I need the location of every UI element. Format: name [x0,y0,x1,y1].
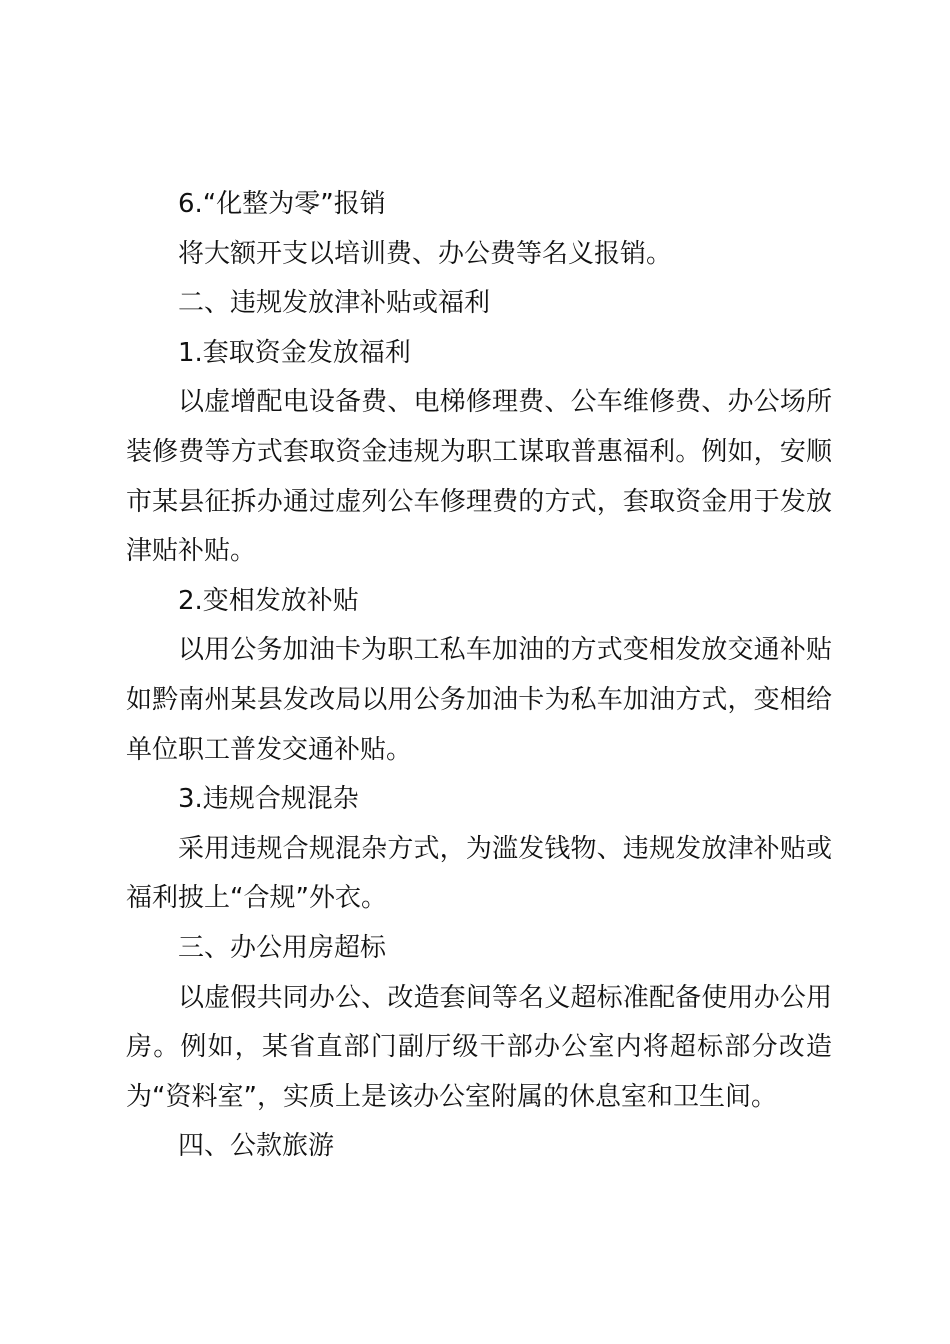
section-heading-4: 四、公款旅游 [178,1131,335,1162]
paragraph-body: 以虚增配电设备费、电梯修理费、公车维修费、办公场所装修费等方式套取资金违规为职工谋取普惠福利。例如，安顺市某县征拆办通过虚列公车修理费的方式，套取资金用于发放津贴补贴。 [126,387,832,567]
subheading-3: 3.违规合规混杂 [178,784,359,815]
paragraph-body: 将大额开支以培训费、办公费等名义报销。 [178,238,673,269]
subheading-1: 1.套取资金发放福利 [178,337,411,368]
paragraph-body: 以虚假共同办公、改造套间等名义超标准配备使用办公用房。例如，某省直部门副厅级干部办公室内将超标部分改造为“资料室”，实质上是该办公室附属的休息室和卫生间。 [126,982,832,1112]
section-heading-3: 三、办公用房超标 [178,932,387,963]
section-heading-2: 二、违规发放津补贴或福利 [178,288,491,319]
subheading-6: 6.“化整为零”报销 [178,189,386,219]
paragraph-body: 以用公务加油卡为职工私车加油的方式变相发放交通补贴如黔南州某县发改局以用公务加油卡为私车加油方式，变相给单位职工普发交通补贴。 [126,635,832,765]
paragraph-body: 采用违规合规混杂方式，为滥发钱物、违规发放津补贴或福利披上“合规”外衣。 [126,833,832,914]
subheading-2: 2.变相发放补贴 [178,585,359,616]
document-body [126,180,832,1172]
